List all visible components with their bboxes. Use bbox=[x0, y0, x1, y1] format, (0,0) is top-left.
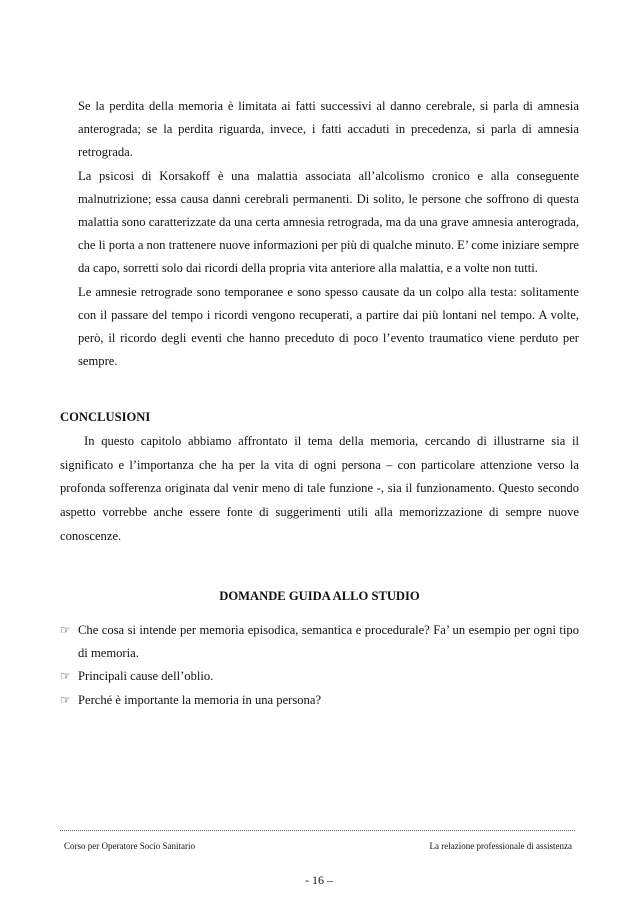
question-text: Che cosa si intende per memoria episodica, semantica e procedurale? Fa’ un esempio per ogni tipo di memoria. bbox=[78, 623, 579, 661]
footer-course-name: Corso per Operatore Socio Sanitario bbox=[64, 841, 195, 851]
page-number: - 16 – bbox=[305, 873, 333, 887]
list-item bbox=[60, 619, 579, 665]
question-text: Perché è importante la memoria in una persona? bbox=[78, 692, 322, 707]
conclusions-heading: CONCLUSIONI bbox=[60, 410, 151, 424]
paragraph-retrograde-amnesia: Le amnesie retrograde sono temporanee e sono spesso causate da un colpo alla testa: solitamente con il passare del tempo i ricordi vengono recuperati, a partire dai più lontani nel tempo. A volte, però, il ricordo degli eventi che hanno preceduto di poco l’evento traumatico viene perduto per sempre. bbox=[78, 284, 579, 369]
pointing-hand-icon: ☞ bbox=[60, 692, 71, 707]
conclusions-section bbox=[60, 406, 579, 549]
study-guide-title: DOMANDE GUIDA ALLO STUDIO bbox=[219, 589, 420, 603]
footer-divider bbox=[60, 830, 575, 831]
paragraph-amnesia-types: Se la perdita della memoria è limitata ai fatti successivi al danno cerebrale, si parla di amnesia anterograda; se la perdita riguarda, invece, i fatti accaduti in precedenza, si parla di amnesia retrograda. bbox=[78, 99, 579, 160]
conclusions-paragraph: In questo capitolo abbiamo affrontato il tema della memoria, cercando di illustrarne sia il significato e l’importanza che ha per la vita di ogni persona – con particolare attenzione verso la profonda sofferenza originata dal venir meno di tale funzione -, sia il funzionamento. Questo secondo aspetto vorrebbe anche essere fonte di suggerimenti utili alla memorizzazione di sempre nuove conoscenze. bbox=[60, 433, 579, 543]
question-text: Principali cause dell’oblio. bbox=[78, 669, 214, 684]
list-item bbox=[60, 665, 579, 688]
footer-module-name: La relazione professionale di assistenza bbox=[429, 841, 572, 851]
pointing-hand-icon: ☞ bbox=[60, 623, 71, 637]
study-questions-list bbox=[60, 619, 579, 712]
paragraph-korsakoff: La psicosi di Korsakoff è una malattia associata all’alcolismo cronico e alla conseguente malnutrizione; essa causa danni cerebrali permanenti. Di solito, le persone che soffrono di questa malattia sono caratterizzate da una certa amnesia retrograda, ma da una grave amnesia anterograda, che li porta a non trattenere nuove informazioni per più di qualche minuto. E’ come iniziare sempre da capo, sorretti solo dai ricordi della propria vita anteriore alla malattia, e a volte non tutti. bbox=[78, 168, 579, 276]
amnesia-text-block bbox=[78, 95, 579, 373]
pointing-hand-icon: ☞ bbox=[60, 669, 71, 684]
list-item bbox=[60, 689, 579, 712]
